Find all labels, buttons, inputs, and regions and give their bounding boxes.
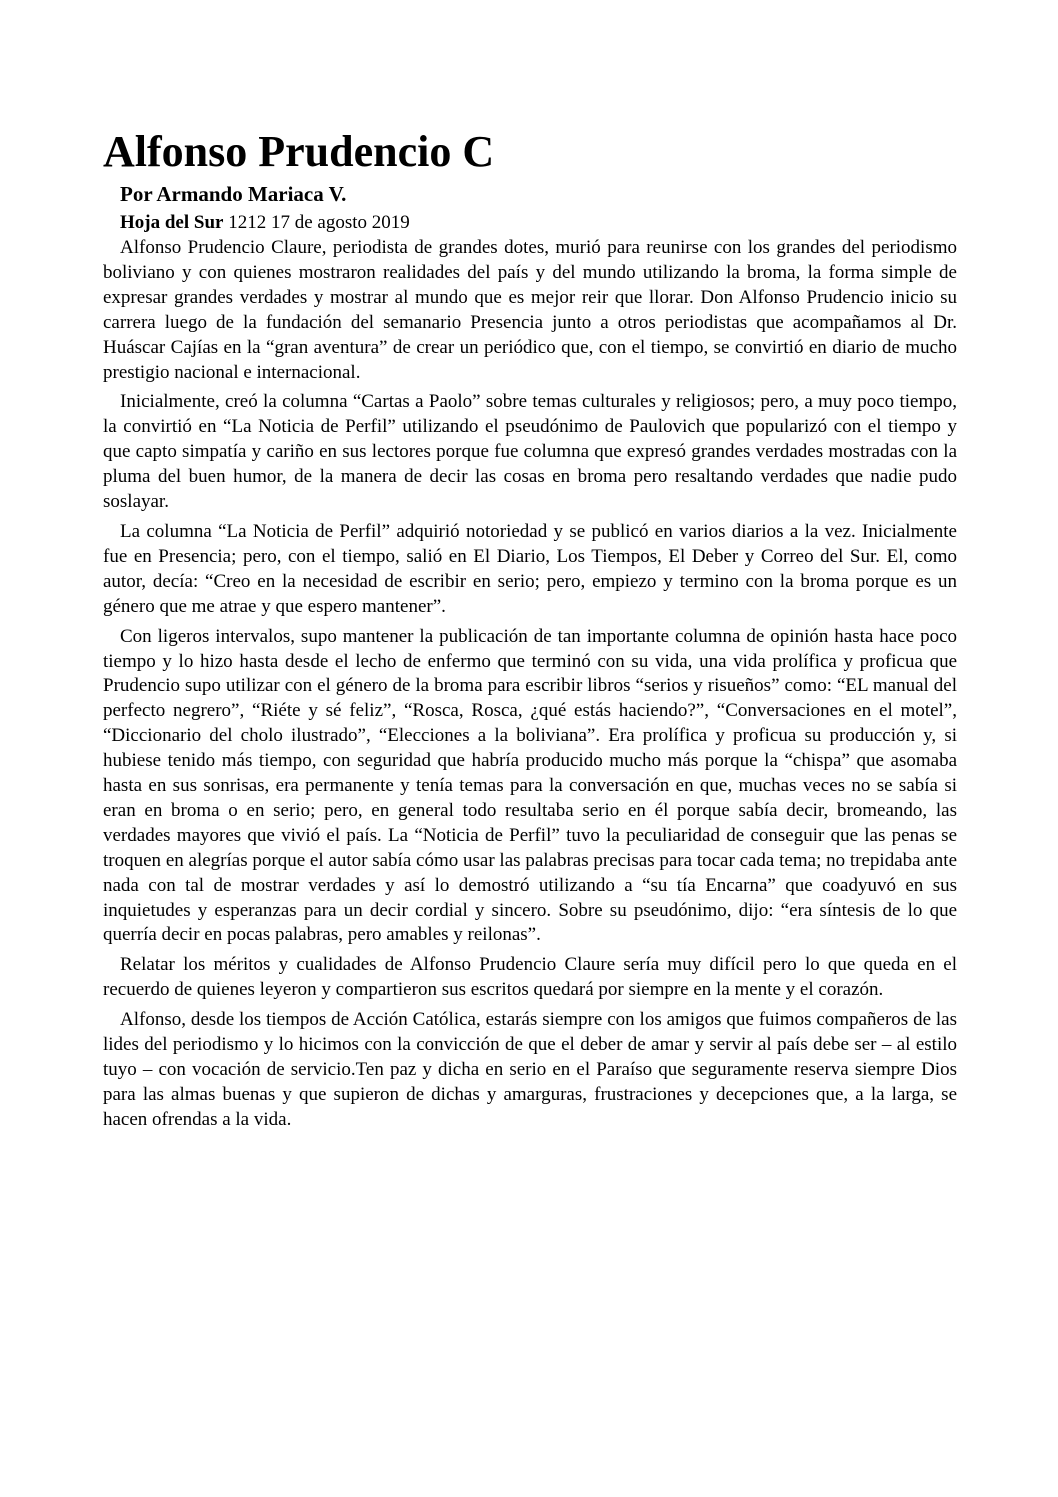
paragraph-2: Inicialmente, creó la columna “Cartas a Paolo” sobre temas culturales y religiosos; pero, a muy poco tiempo, la convirtió en “La Noticia de Perfil” utilizando el pseudónimo de Paulovich que popularizó con el tiempo y que capto simpatía y cariño en sus lectores porque fue columna que expresó grandes verdades mostradas con la pluma del buen humor, de la manera de decir las cosas en broma pero resaltando verdades que nadie pudo soslayar.: [103, 391, 957, 513]
article-body: [103, 236, 957, 1133]
paragraph-4: Con ligeros intervalos, supo mantener la publicación de tan importante columna de opinión hasta hace poco tiempo y lo hizo hasta desde el lecho de enfermo que terminó con su vida, una vida prolífica y proficua que Prudencio supo utilizar con el género de la broma para escribir libros “serios y risueños” como: “EL manual del perfecto negrero”, “Riéte y sé feliz”, “Rosca, Rosca, ¿qué estás haciendo?”, “Conversaciones en el motel”, “Diccionario del cholo ilustrado”, “Elecciones a la boliviana”. Era prolífica y proficua su producción y, si hubiese tenido más tiempo, con seguridad que habría producido mucho más porque la “chispa” que asomaba hasta en sus sonrisas, era permanente y tenía temas para la conversación en que, muchas veces no se sabía si eran en broma o en serio; pero, en general todo resultaba serio en él porque sabía decir, bromeando, las verdades mayores que vivió el país. La “Noticia de Perfil” tuvo la peculiaridad de conseguir que las penas se troquen en alegrías porque el autor sabía cómo usar las palabras precisas para tocar cada tema; no trepidaba ante nada con tal de mostrar verdades y así lo demostró utilizando a “su tía Encarna” que coadyuvó en sus inquietudes y esperanzas para un decir cordial y sincero. Sobre su pseudónimo, dijo: “era síntesis de lo que querría decir en pocas palabras, pero amables y reilonas”.: [103, 625, 957, 946]
publication-name: Hoja del Sur: [120, 212, 224, 233]
article-title: Alfonso Prudencio C: [103, 127, 495, 176]
article-byline: Por Armando Mariaca V.: [120, 182, 347, 206]
paragraph-3: La columna “La Noticia de Perfil” adquirió notoriedad y se publicó en varios diarios a la vez. Inicialmente fue en Presencia; pero, con el tiempo, salió en El Diario, Los Tiempos, El Deber y Correo del Sur. El, como autor, decía: “Creo en la necesidad de escribir en serio; pero, empiezo y termino con la broma porque es un género que me atrae y que espero mantener”.: [103, 520, 957, 617]
paragraph-5: Relatar los méritos y cualidades de Alfonso Prudencio Claure sería muy difícil pero lo que queda en el recuerdo de quienes leyeron y compartieron sus escritos quedará por siempre en la mente y el corazón.: [103, 954, 957, 1001]
paragraph-6: Alfonso, desde los tiempos de Acción Católica, estarás siempre con los amigos que fuimos compañeros de las lides del periodismo y lo hicimos con la convicción de que el deber de amar y servir al país debe ser – al estilo tuyo – con vocación de servicio.Ten paz y dicha en serio en el Paraíso que seguramente reserva siempre Dios para las almas buenas y que supieron de dichas y amarguras, frustraciones y decepciones que, a la larga, se hacen ofrendas a la vida.: [103, 1009, 957, 1130]
paragraph-1: Alfonso Prudencio Claure, periodista de grandes dotes, murió para reunirse con los grandes del periodismo boliviano y con quienes mostraron realidades del país y del mundo utilizando la broma, la forma simple de expresar grandes verdades y mostrar al mundo que es mejor reir que llorar. Don Alfonso Prudencio inicio su carrera luego de la fundación del semanario Presencia junto a otros periodistas que acompañamos al Dr. Huáscar Cajías en la “gran aventura” de crear un periódico que, con el tiempo, se convirtió en diario de mucho prestigio nacional e internacional.: [103, 237, 957, 383]
article-source: [120, 210, 957, 236]
issue-date: 1212 17 de agosto 2019: [223, 212, 410, 233]
document-page: [103, 126, 957, 1138]
